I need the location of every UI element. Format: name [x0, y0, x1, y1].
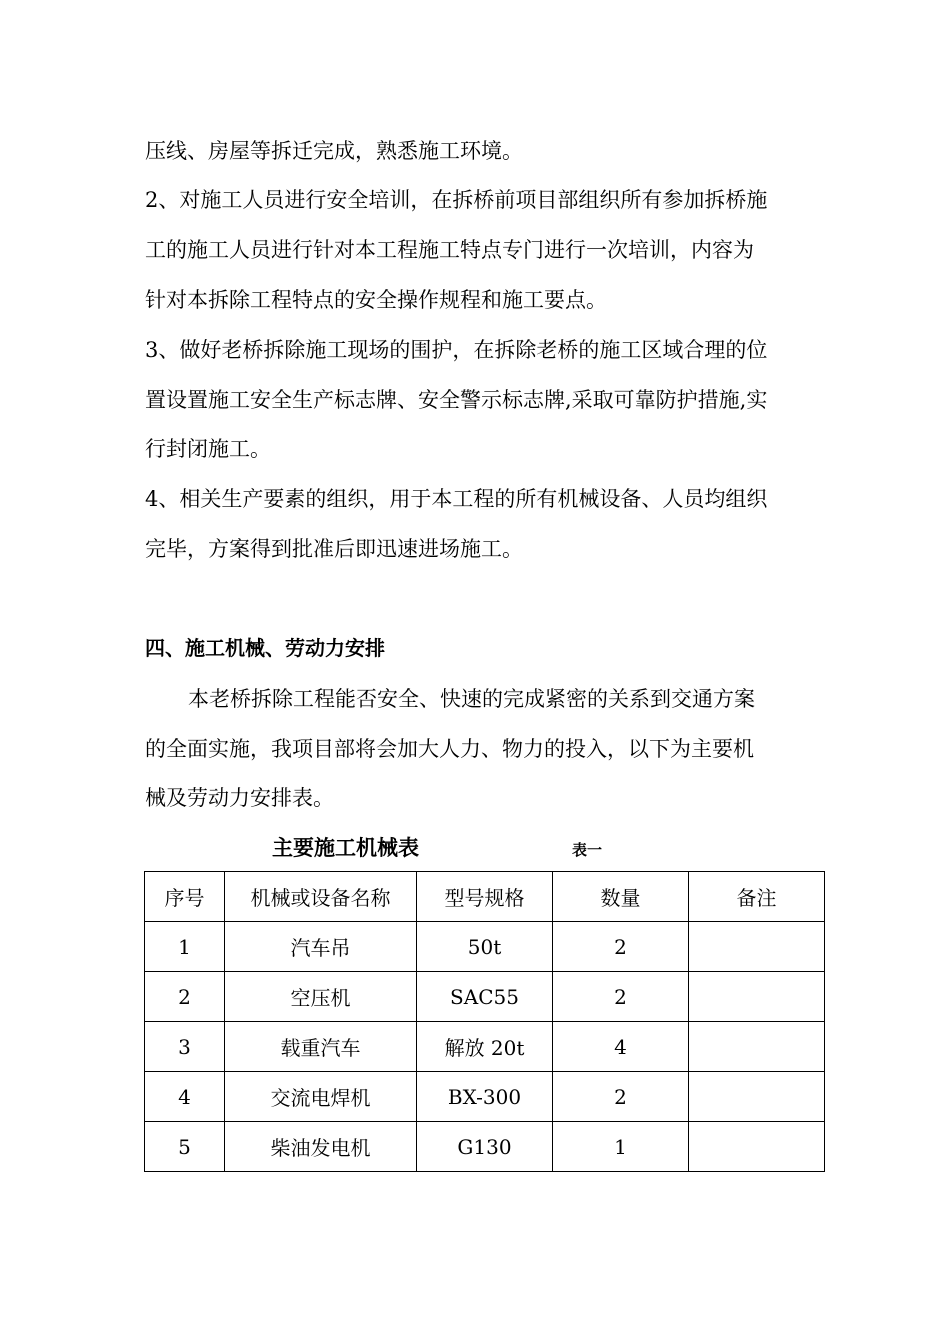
- section-body-line-3: 械及劳动力安排表。: [145, 786, 334, 810]
- cell-model: SAC55: [417, 972, 553, 1022]
- table-row: [145, 1072, 825, 1122]
- header-cell-model: 型号规格: [417, 872, 553, 922]
- table-title: 主要施工机械表: [272, 835, 419, 860]
- header-cell-quantity: 数量: [553, 872, 689, 922]
- table-header-row: [145, 872, 825, 922]
- paragraph-line-8: 4、相关生产要素的组织，用于本工程的所有机械设备、人员均组织: [145, 487, 768, 511]
- paragraph-line-5: 3、做好老桥拆除施工现场的围护，在拆除老桥的施工区域合理的位: [145, 338, 768, 362]
- table-row: [145, 1022, 825, 1072]
- table-row: [145, 1122, 825, 1172]
- cell-quantity: 1: [553, 1122, 689, 1172]
- section-heading: 四、施工机械、劳动力安排: [145, 636, 385, 660]
- cell-index: 4: [145, 1072, 225, 1122]
- cell-remark: [689, 922, 825, 972]
- section-body-line-1: 本老桥拆除工程能否安全、快速的完成紧密的关系到交通方案: [188, 687, 755, 711]
- cell-model: G130: [417, 1122, 553, 1172]
- header-cell-name: 机械或设备名称: [225, 872, 417, 922]
- cell-name: 空压机: [225, 972, 417, 1022]
- paragraph-line-7: 行封闭施工。: [145, 437, 271, 461]
- paragraph-line-4: 针对本拆除工程特点的安全操作规程和施工要点。: [145, 288, 607, 312]
- cell-index: 1: [145, 922, 225, 972]
- machinery-table: [144, 871, 825, 1172]
- cell-model: 50t: [417, 922, 553, 972]
- table-row: [145, 972, 825, 1022]
- table-row: [145, 922, 825, 972]
- cell-remark: [689, 972, 825, 1022]
- cell-remark: [689, 1072, 825, 1122]
- cell-quantity: 4: [553, 1022, 689, 1072]
- cell-name: 柴油发电机: [225, 1122, 417, 1172]
- cell-index: 2: [145, 972, 225, 1022]
- cell-remark: [689, 1122, 825, 1172]
- section-body-line-2: 的全面实施，我项目部将会加大人力、物力的投入，以下为主要机: [145, 737, 754, 761]
- paragraph-line-6: 置设置施工安全生产标志牌、安全警示标志牌,采取可靠防护措施,实: [145, 388, 768, 412]
- cell-index: 3: [145, 1022, 225, 1072]
- header-cell-index: 序号: [145, 872, 225, 922]
- cell-model: 解放 20t: [417, 1022, 553, 1072]
- paragraph-line-3: 工的施工人员进行针对本工程施工特点专门进行一次培训，内容为: [145, 238, 754, 262]
- cell-name: 交流电焊机: [225, 1072, 417, 1122]
- paragraph-line-2: 2、对施工人员进行安全培训，在拆桥前项目部组织所有参加拆桥施: [145, 188, 768, 212]
- cell-index: 5: [145, 1122, 225, 1172]
- cell-quantity: 2: [553, 972, 689, 1022]
- cell-remark: [689, 1022, 825, 1072]
- cell-name: 汽车吊: [225, 922, 417, 972]
- cell-model: BX-300: [417, 1072, 553, 1122]
- cell-quantity: 2: [553, 922, 689, 972]
- cell-name: 载重汽车: [225, 1022, 417, 1072]
- table-number: 表一: [572, 841, 603, 859]
- paragraph-line-9: 完毕，方案得到批准后即迅速进场施工。: [145, 537, 523, 561]
- cell-quantity: 2: [553, 1072, 689, 1122]
- header-cell-remark: 备注: [689, 872, 825, 922]
- paragraph-line-1: 压线、房屋等拆迁完成，熟悉施工环境。: [145, 139, 523, 163]
